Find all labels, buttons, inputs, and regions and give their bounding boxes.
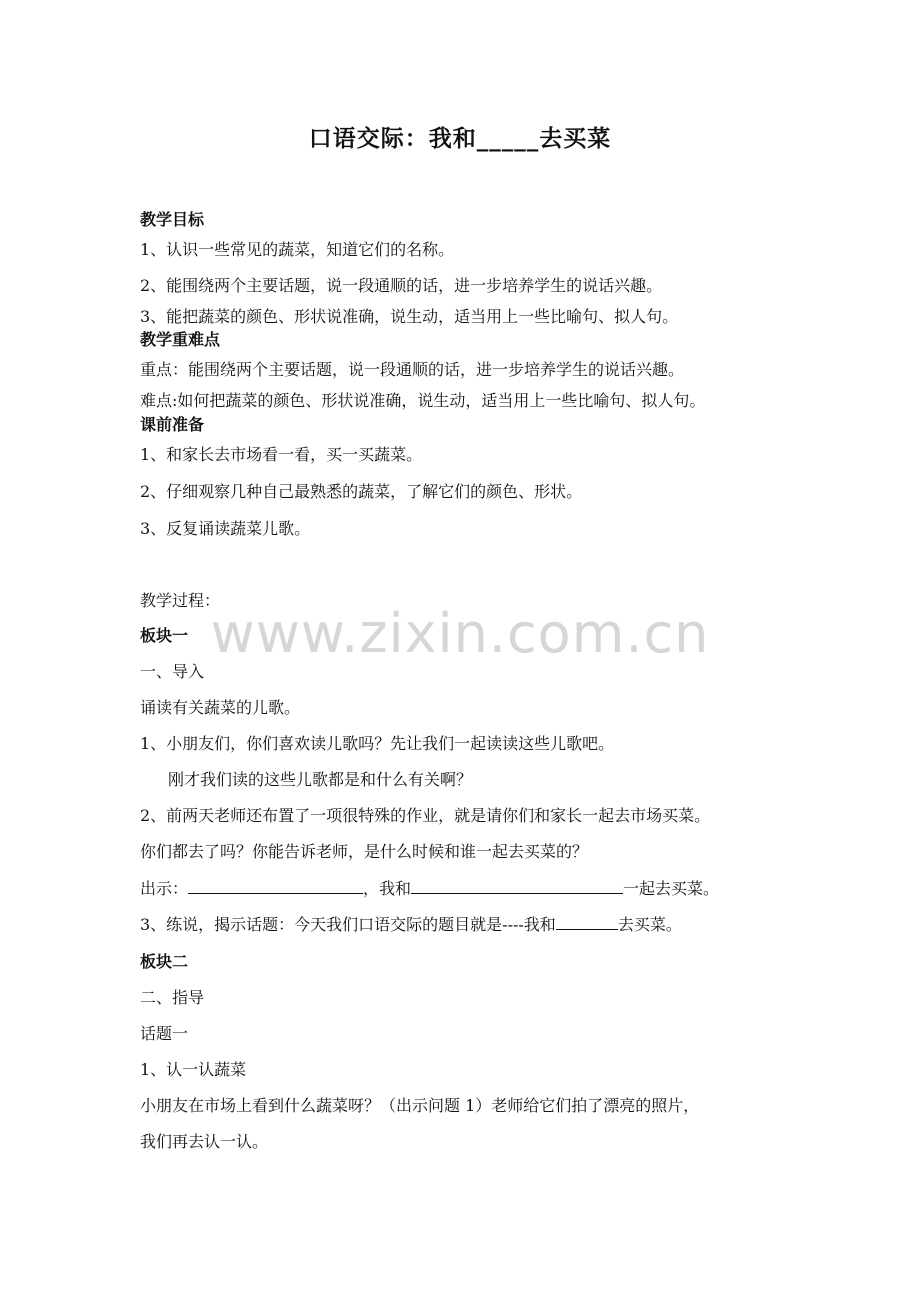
- block2-paragraph: 我们再去认一认。: [140, 1132, 269, 1151]
- fill-in-blank: [556, 913, 618, 930]
- process-label: 教学过程：: [140, 591, 221, 610]
- preparation-item: 3、反复诵读蔬菜儿歌。: [140, 519, 311, 538]
- block1-heading: 板块一: [140, 626, 189, 645]
- topic-reveal-prefix: 3、练说，揭示话题：今天我们口语交际的题目就是----我和: [140, 915, 556, 934]
- block1-paragraph: 2、前两天老师还布置了一项很特殊的作业，就是请你们和家长一起去市场买菜。: [140, 806, 711, 825]
- block1-paragraph: 你们都去了吗？你能告诉老师，是什么时候和谁一起去买菜的？: [140, 842, 589, 861]
- preparation-heading: 课前准备: [140, 415, 205, 434]
- objective-item: 1、认识一些常见的蔬菜，知道它们的名称。: [140, 240, 455, 259]
- fill-in-blank: [188, 877, 363, 894]
- block1-paragraph: 1、小朋友们，你们喜欢读儿歌吗？先让我们一起读读这些儿歌吧。: [140, 734, 615, 753]
- fill-in-line: [140, 877, 719, 900]
- topic-reveal-suffix: 去买菜。: [617, 915, 682, 934]
- block2-section: 二、指导: [140, 988, 205, 1007]
- preparation-item: 1、和家长去市场看一看，买一买蔬菜。: [140, 445, 423, 464]
- block2-heading: 板块二: [140, 952, 189, 971]
- difficulty-item: 难点:如何把蔬菜的颜色、形状说准确，说生动，适当用上一些比喻句、拟人句。: [140, 391, 706, 410]
- fill-in-mid: ，我和: [363, 879, 412, 898]
- block1-paragraph: 刚才我们读的这些儿歌都是和什么有关啊？: [168, 770, 473, 789]
- fill-in-suffix: 一起去买菜。: [623, 879, 720, 898]
- block1-intro: 诵读有关蔬菜的儿歌。: [140, 698, 301, 717]
- block1-section: 一、导入: [140, 662, 205, 681]
- objective-item: 2、能围绕两个主要话题，说一段通顺的话，进一步培养学生的说话兴趣。: [140, 276, 663, 295]
- page-title: 口语交际：我和_____去买菜: [308, 125, 612, 152]
- block2-paragraph: 1、认一认蔬菜: [140, 1060, 247, 1079]
- block2-paragraph: 小朋友在市场上看到什么蔬菜呀？（出示问题 1）老师给它们拍了漂亮的照片，: [140, 1096, 700, 1115]
- key-points-heading: 教学重难点: [140, 330, 221, 349]
- key-point-item: 重点：能围绕两个主要话题，说一段通顺的话，进一步培养学生的说话兴趣。: [140, 360, 685, 379]
- fill-in-prefix: 出示：: [140, 879, 189, 898]
- objective-item: 3、能把蔬菜的颜色、形状说准确，说生动，适当用上一些比喻句、拟人句。: [140, 307, 679, 326]
- watermark: www.zixin.com.cn: [210, 602, 710, 665]
- topic-reveal-line: [140, 913, 682, 936]
- fill-in-blank: [411, 877, 623, 894]
- block2-topic: 话题一: [140, 1024, 189, 1043]
- objectives-heading: 教学目标: [140, 210, 205, 229]
- preparation-item: 2、仔细观察几种自己最熟悉的蔬菜，了解它们的颜色、形状。: [140, 482, 583, 501]
